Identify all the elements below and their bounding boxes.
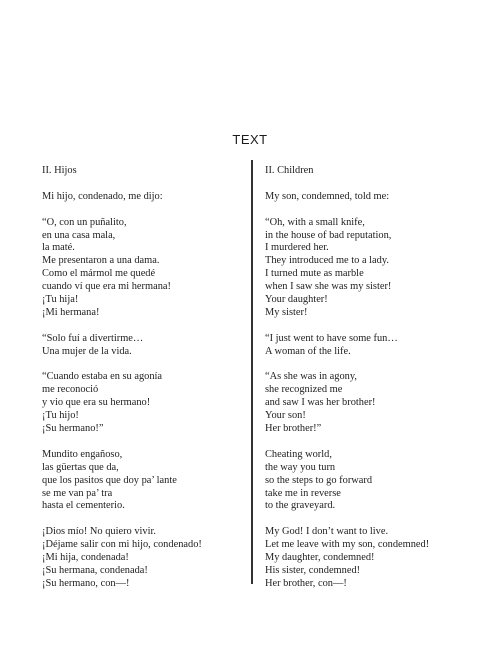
poem-line: Her brother!” [265, 423, 322, 435]
poem-line: in the house of bad reputation, [265, 229, 392, 241]
poem-line: que los pasitos que doy pa’ lante [42, 474, 177, 486]
poem-line: me reconoció [42, 384, 99, 396]
poem-line: and saw I was her brother! [265, 397, 376, 409]
poem-line: Una mujer de la vida. [42, 345, 132, 357]
poem-line: take me in reverse [265, 487, 341, 499]
poem-line: I murdered her. [265, 242, 329, 254]
intro-line-spanish: Mi hijo, condenado, me dijo: [42, 190, 163, 202]
column-divider [251, 160, 253, 584]
poem-line: to the graveyard. [265, 500, 336, 512]
stanza-list-spanish [42, 217, 237, 591]
stanza-english [265, 371, 475, 436]
poem-line: ¡Déjame salir con mi hijo, condenado! [42, 539, 202, 551]
poem-line: ¡Tu hijo! [42, 410, 79, 422]
poem-line: ¡Su hermano!” [42, 423, 104, 435]
poem-line: “I just went to have some fun… [265, 332, 398, 344]
poem-line: las güertas que da, [42, 461, 119, 473]
poem-line: la maté. [42, 242, 75, 254]
poem-line: Cheating world, [265, 448, 332, 460]
poem-line: so the steps to go forward [265, 474, 373, 486]
stanza-english [265, 333, 475, 359]
poem-line: Mundito engañoso, [42, 448, 123, 460]
stanza-spanish [42, 449, 237, 514]
spanish-column [42, 165, 237, 604]
poem-line: y vio que era su hermano! [42, 397, 151, 409]
poem-line: when I saw she was my sister! [265, 281, 392, 293]
poem-line: Let me leave with my son, condemned! [265, 539, 430, 551]
poem-line: My daughter, condemned! [265, 552, 375, 564]
poem-line: ¡Mi hermana! [42, 306, 100, 318]
poem-line: His sister, condemned! [265, 565, 361, 576]
poem-line: Como el mármol me quedé [42, 268, 156, 280]
poem-line: “O, con un puñalito, [42, 216, 127, 228]
poem-line: My sister! [265, 306, 308, 318]
poem-line: ¡Su hermano, con—! [42, 577, 130, 589]
poem-line: se me van pa’ tra [42, 487, 113, 499]
poem-line: hasta el cementerio. [42, 500, 125, 512]
poem-line: “Cuando estaba en su agonía [42, 371, 163, 383]
stanza-spanish [42, 217, 237, 320]
poem-line: Me presentaron a una dama. [42, 255, 160, 267]
stanza-english [265, 526, 475, 591]
poem-line: Your daughter! [265, 294, 328, 306]
poem-line: Your son! [265, 410, 306, 422]
stanza-english [265, 217, 475, 320]
poem-line: ¡Mi hija, condenada! [42, 552, 129, 564]
stanza-spanish [42, 526, 237, 591]
poem-line: “As she was in agony, [265, 371, 357, 383]
poem-line: “Oh, with a small knife, [265, 216, 365, 228]
poem-line: My God! I don’t want to live. [265, 526, 389, 538]
stanza-spanish [42, 371, 237, 436]
stanza-spanish [42, 333, 237, 359]
poem-line: A woman of the life. [265, 345, 351, 357]
poem-line: ¡Dios mío! No quiero vivir. [42, 526, 156, 538]
poem-line: she recognized me [265, 384, 343, 396]
stanza-list-english [265, 217, 475, 591]
section-heading-spanish: II. Hijos [42, 165, 77, 176]
poem-line: ¡Tu hija! [42, 294, 79, 306]
intro-line-english: My son, condemned, told me: [265, 190, 390, 202]
poem-line: cuando ví que era mi hermana! [42, 281, 171, 293]
poem-line: ¡Su hermana, condenada! [42, 565, 148, 576]
english-column [265, 165, 475, 604]
page-title: TEXT [232, 132, 268, 147]
poem-line: the way you turn [265, 461, 336, 473]
poem-line: I turned mute as marble [265, 268, 364, 280]
poem-line: “Solo fuí a divertirme… [42, 332, 144, 344]
section-heading-english: II. Children [265, 165, 314, 176]
poem-line: en una casa mala, [42, 229, 116, 241]
poem-line: Her brother, con—! [265, 577, 347, 589]
poem-line: They introduced me to a lady. [265, 255, 389, 267]
stanza-english [265, 449, 475, 514]
